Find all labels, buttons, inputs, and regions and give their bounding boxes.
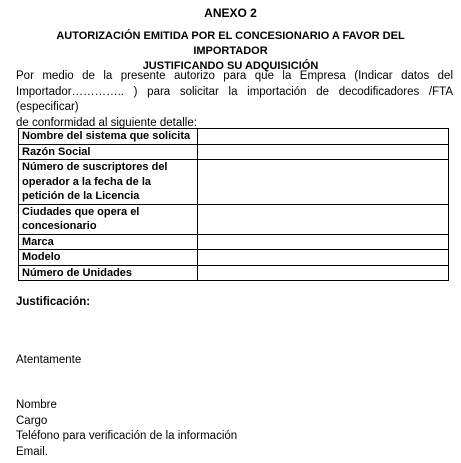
- row-value[interactable]: [198, 265, 449, 281]
- row-label: Marca: [19, 234, 198, 250]
- justification-label: Justificación:: [16, 296, 91, 308]
- row-label: Número de Unidades: [19, 265, 198, 281]
- heading-line-2: JUSTIFICANDO SU ADQUISICIÓN: [142, 60, 319, 72]
- intro-paragraph: [16, 69, 453, 131]
- table-row: [19, 250, 449, 266]
- annex-title: ANEXO 2: [204, 6, 257, 20]
- authorization-form-table: [18, 128, 449, 281]
- table-row: [19, 204, 449, 234]
- table-row: [19, 234, 449, 250]
- table-row: [19, 144, 449, 160]
- row-label: Nombre del sistema que solicita: [19, 129, 198, 145]
- signature-block: [16, 398, 237, 460]
- table-row: [19, 160, 449, 205]
- signature-line-position: Cargo: [16, 414, 48, 427]
- row-label: Número de suscriptores del operador a la fecha de la petición de la Licencia: [19, 160, 198, 205]
- signature-line-email: Email.: [16, 445, 48, 458]
- row-label: Razón Social: [19, 144, 198, 160]
- row-value[interactable]: [198, 204, 449, 234]
- heading-line-1: AUTORIZACIÓN EMITIDA POR EL CONCESIONARIO A FAVOR DEL IMPORTADOR: [56, 30, 405, 57]
- closing-text: Atentamente: [16, 354, 82, 366]
- row-value[interactable]: [198, 160, 449, 205]
- row-value[interactable]: [198, 250, 449, 266]
- row-value[interactable]: [198, 234, 449, 250]
- row-label: Ciudades que opera el concesionario: [19, 204, 198, 234]
- row-value[interactable]: [198, 144, 449, 160]
- row-value[interactable]: [198, 129, 449, 145]
- document-heading: [20, 29, 441, 74]
- intro-line-1: Por medio de la presente autorizo para que la Empresa (Indicar datos del: [16, 70, 453, 82]
- signature-line-name: Nombre: [16, 399, 57, 411]
- signature-line-phone: Teléfono para verificación de la información: [16, 430, 238, 442]
- table-row: [19, 129, 449, 145]
- table-row: [19, 265, 449, 281]
- row-label: Modelo: [19, 250, 198, 266]
- intro-line-2: Importador………….. ) para solicitar la importación de decodificadores /FTA (especificar): [16, 85, 453, 113]
- intro-line-3: de conformidad al siguiente detalle:: [16, 116, 197, 129]
